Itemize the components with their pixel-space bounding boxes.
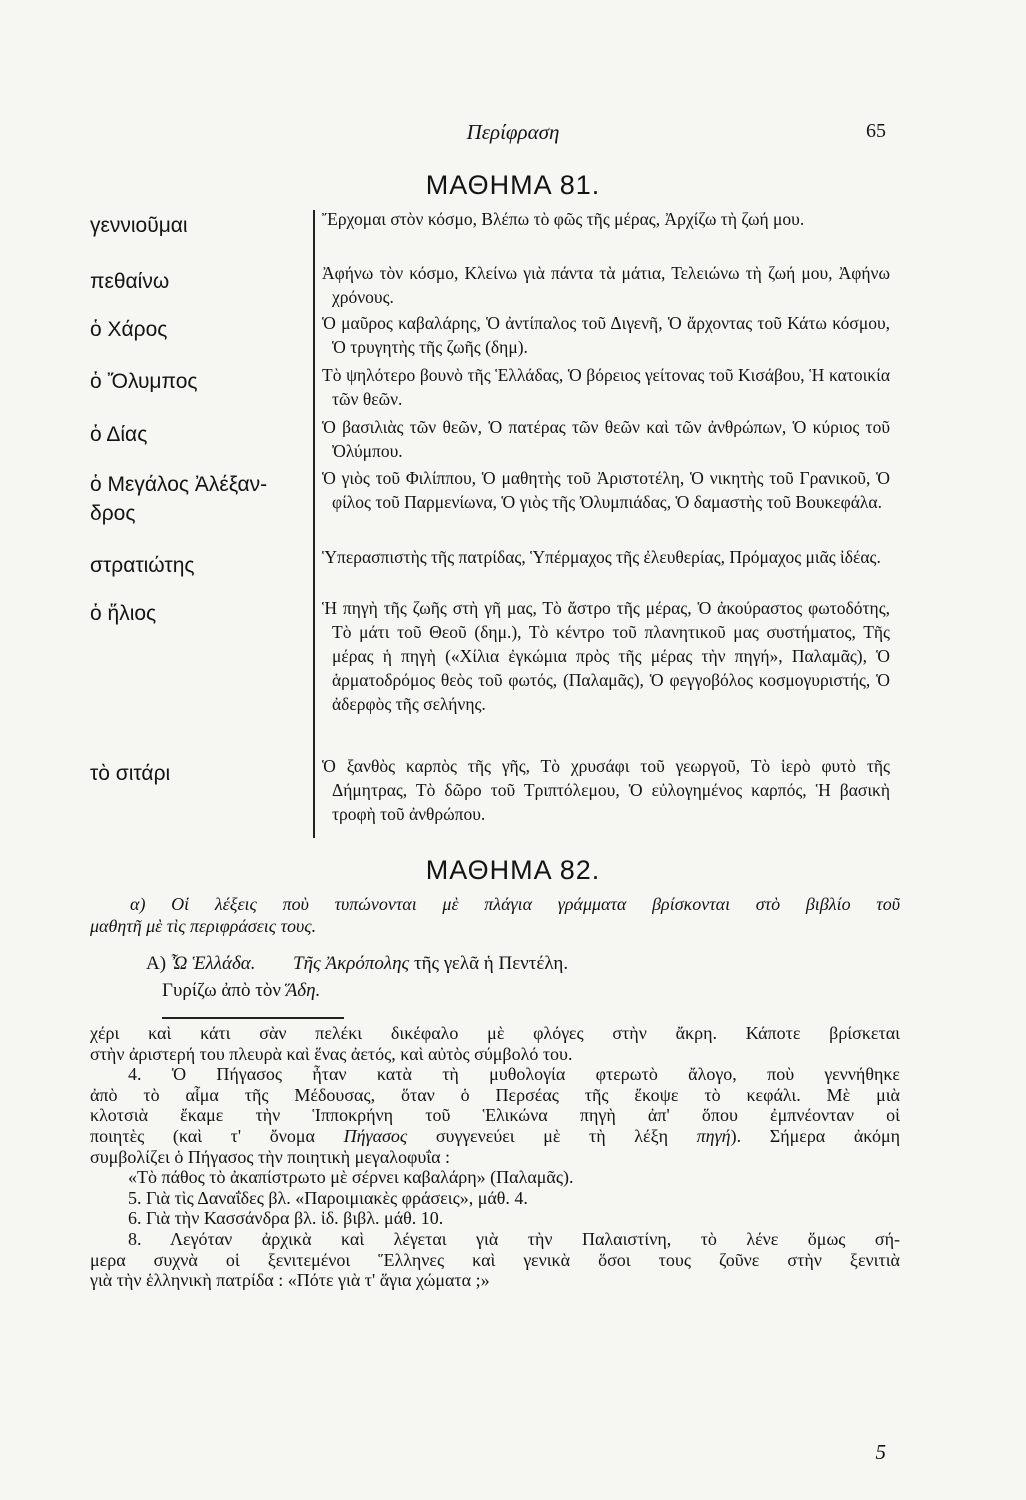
footnote-line: 6. Γιὰ τὴν Κασσάνδρα βλ. ἰδ. βιβλ. μάθ. 10. [128,1208,444,1229]
exercise-line-2 [162,977,320,1005]
footnote-italic: πηγή [696,1125,731,1146]
instruction-line: μαθητῆ μὲ τὶς περιφράσεις τους. [90,916,317,936]
definition-text: Ὁ ξανθὸς καρπὸς τῆς γῆς, Τὸ χρυσάφι τοῦ γεωργοῦ, Τὸ ἱερὸ φυτὸ τῆς Δήμητρας, Τὸ δῶρο τοῦ Τριπτόλεμου, Ὁ εὐλογημένος καρπός, Ἡ βασικὴ τροφὴ τοῦ ἀνθρώπου. [322,756,890,824]
footnote-fragment: συγγενεύει μὲ τὴ λέξη [435,1125,669,1146]
footnote-line: ἀπὸ τὸ αἷμα τῆς Μέδουσας, ὅταν ὁ Περσέας τῆς ἔκοψε τὸ κεφάλι. Μὲ μιὰ [90,1084,900,1105]
term-entry: στρατιώτης [90,554,195,577]
footnote-fragment: ). Σήμερα ἀκόμη [730,1125,901,1146]
term-entry: ὁ Ὄλυμπος [90,370,198,393]
footnote-line: 5. Γιὰ τὶς Δαναΐδες βλ. «Παροιμιακὲς φράσεις», μάθ. 4. [128,1187,528,1208]
footnote-line: «Τὸ πάθος τὸ ἀκαπίστρωτο μὲ σέρνει καβαλάρη» (Παλαμᾶς). [128,1167,574,1188]
definition-text: Ὁ γιὸς τοῦ Φιλίππου, Ὁ μαθητὴς τοῦ Ἀριστοτέλη, Ὁ νικητὴς τοῦ Γρανικοῦ, Ὁ φίλος τοῦ Παρμενίωνα, Ὁ γιὸς τῆς Ὀλυμπιάδας, Ὁ δαμαστὴς τοῦ Βουκεφάλα. [322,468,890,512]
term-entry: ὁ Μεγάλος Ἀλέξαν- [90,473,268,496]
footnotes [90,1023,900,1291]
footnote-line: μερα συχνὰ οἱ ξενιτεμένοι Ἕλληνες καὶ γενικὰ ὅσοι τους ζοῦνε στὴν ξενιτιὰ [90,1249,900,1270]
lesson-82-heading: ΜΑΘΗΜΑ 82. [425,855,601,885]
term-entry: ὁ Χάρος [90,318,168,341]
page-number-bottom: 5 [875,1440,886,1464]
definition-text: Ἀφήνω τὸν κόσμο, Κλείνω γιὰ πάντα τὰ μάτια, Τελειώνω τὴ ζωή μου, Ἀφήνω χρόνους. [322,263,890,307]
footnote-line: κλοτσιὰ ἔκαμε τὴν Ἱπποκρήνη τοῦ Ἑλικώνα πηγὴ ἀπ' ὅπου ἐμπνέονταν οἱ [90,1105,900,1126]
footnote-line: 4. Ὁ Πήγασος ἦταν κατὰ τὴ μυθολογία φτερωτὸ ἄλογο, ποὺ γεννήθηκε [128,1064,900,1085]
definition-text: Ἔρχομαι στὸν κόσμο, Βλέπω τὸ φῶς τῆς μέρας, Ἀρχίζω τὴ ζωή μου. [322,209,805,229]
footnote-line: χέρι καὶ κάτι σὰν πελέκι δικέφαλο μὲ φλόγες στὴν ἄκρη. Κάποτε βρίσκεται [90,1023,900,1043]
term-entry-continued: δρος [90,502,136,525]
running-title: Περίφραση [466,120,560,144]
exercise-text: Γυρίζω ἀπὸ τὸν [162,980,281,1001]
term-entry: γεννιοῦμαι [90,214,188,237]
definition-text: Ὁ βασιλιὰς τῶν θεῶν, Ὁ πατέρας τῶν θεῶν καὶ τῶν ἀνθρώπων, Ὁ κύριος τοῦ Ὀλύμπου. [322,417,890,461]
footnote-line: 8. Λεγόταν ἀρχικὰ καὶ λέγεται γιὰ τὴν Παλαιστίνη, τὸ λένε ὅμως σή- [128,1228,900,1249]
lesson-81-heading: ΜΑΘΗΜΑ 81. [425,170,601,200]
definition-text: Ὑπερασπιστὴς τῆς πατρίδας, Ὑπέρμαχος τῆς ἐλευθερίας, Πρόμαχος μιᾶς ἰδέας. [322,547,881,567]
exercise-text: Τῆς Ἀκρόπολης [293,953,410,974]
footnote-fragment: ποιητὲς (καὶ τ' ὄνομα [90,1125,315,1146]
footnote-line: συμβολίζει ὁ Πήγασος τὴν ποιητικὴ μεγαλοφυΐα : [90,1146,451,1167]
instruction-line: α) Οἱ λέξεις ποὺ τυπώνονται μὲ πλάγια γράμματα βρίσκονται στὸ βιβλίο τοῦ [130,894,900,914]
term-entry: ὁ ἥλιος [90,602,157,625]
term-entry: ὁ Δίας [90,423,148,446]
page-number-top: 65 [866,120,886,142]
exercise-text: τῆς γελᾶ ἡ Πεντέλη. [413,953,569,974]
exercise-text: Ἅδη. [285,980,321,1001]
footnote-separator [162,1017,344,1019]
term-entry: τὸ σιτάρι [90,762,171,785]
definition-text: Ὁ μαῦρος καβαλάρης, Ὁ ἀντίπαλος τοῦ Διγενῆ, Ὁ ἄρχοντας τοῦ Κάτω κόσμου, Ὁ τρυγητὴς τῆς ζωῆς (δημ). [322,313,890,357]
term-entry: πεθαίνω [90,270,170,293]
column-divider [313,210,315,838]
footnote-line: στὴν ἀριστερή του πλευρὰ καὶ ἕνας ἀετός, καὶ αὐτὸς σύμβολό του. [90,1043,573,1064]
exercise-label: Α) [146,953,167,974]
exercise-text: Ὦ Ἑλλάδα. [170,953,256,974]
exercise-line-1 [146,950,568,978]
footnote-italic: Πήγασος [343,1125,408,1146]
footnote-line: γιὰ τὴν ἑλληνικὴ πατρίδα : «Πότε γιὰ τ' ἅγια χώματα ;» [90,1270,490,1291]
definition-text: Ἡ πηγὴ τῆς ζωῆς στὴ γῆ μας, Τὸ ἄστρο τῆς μέρας, Ὁ ἀκούραστος φωτοδότης, Τὸ μάτι τοῦ Θεοῦ (δημ.), Τὸ κέντρο τοῦ πλανητικοῦ μας συστήματος, Τῆς μέρας ἡ πηγὴ («Χίλια ἐγκώμια πρὸς τῆς μέρας τὴν πηγή», Παλαμᾶς), Ὁ ἁρματοδρόμος θεὸς τοῦ φωτός, (Παλαμᾶς), Ὁ φεγγοβόλος κοσμογυριστής, Ὁ ἀδερφὸς τῆς σελήνης. [322,598,890,714]
definition-text: Τὸ ψηλότερο βουνὸ τῆς Ἑλλάδας, Ὁ βόρειος γείτονας τοῦ Κισάβου, Ἡ κατοικία τῶν θεῶν. [322,365,890,409]
footnote-line [90,1126,900,1147]
